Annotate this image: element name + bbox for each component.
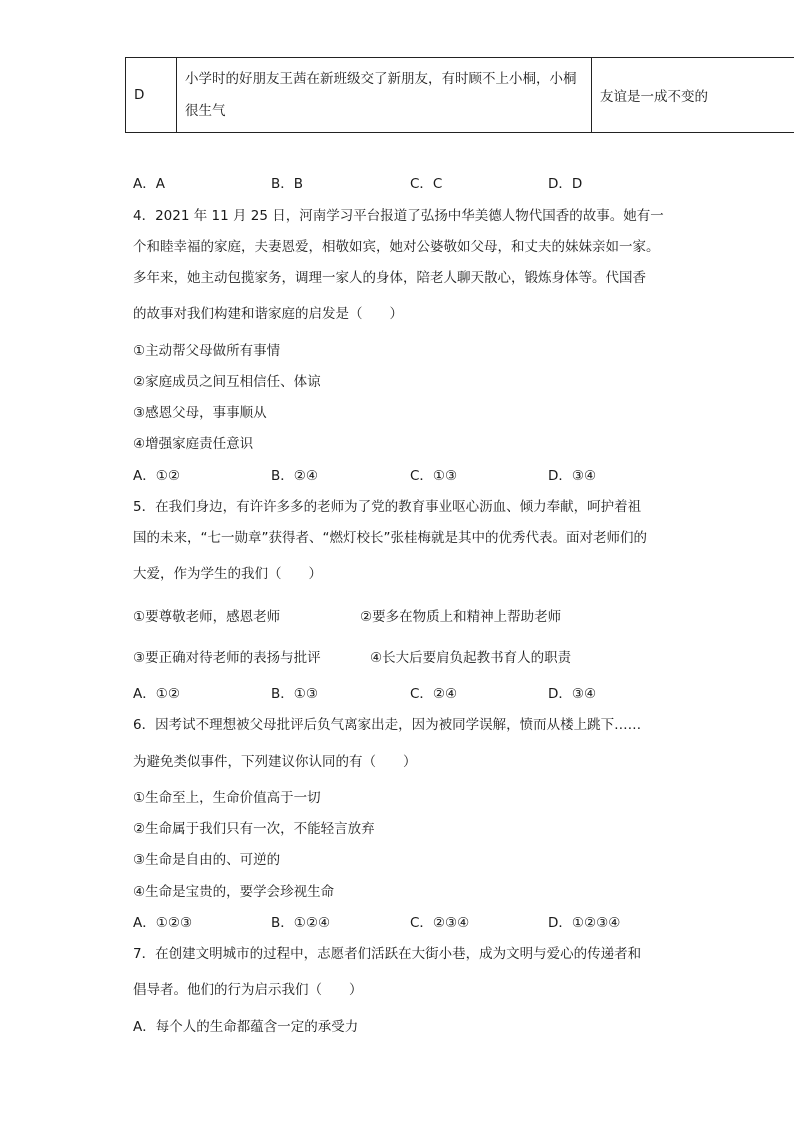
q5-choice-a: A．①② [133, 686, 180, 702]
q4-choice-b: B．②④ [271, 468, 318, 484]
q6-stem-line: 6．因考试不理想被父母批评后负气离家出走，因为被同学误解，愤而从楼上跳下…… [133, 717, 642, 733]
q7-stem-line: 倡导者。他们的行为启示我们（ ） [133, 982, 363, 998]
q4-choice-d: D．③④ [548, 468, 597, 484]
q4-stem-line: 4．2021 年 11 月 25 日，河南学习平台报道了弘扬中华美德人物代国香的故事。她有一 [133, 208, 664, 224]
q5-item: ①要尊敬老师，感恩老师 [133, 609, 281, 625]
q3-choice-a: A．A [133, 176, 165, 192]
q5-choice-b: B．①③ [271, 686, 318, 702]
q4-item: ③感恩父母，事事顺从 [133, 405, 267, 421]
q4-choice-a: A．①② [133, 468, 180, 484]
q4-stem-line: 多年来，她主动包揽家务，调理一家人的身体，陪老人聊天散心，锻炼身体等。代国香 [133, 270, 646, 286]
q4-stem-line: 个和睦幸福的家庭，夫妻恩爱，相敬如宾，她对公婆敬如父母，和丈夫的妹妹亲如一家。 [133, 239, 660, 255]
row-letter: D [126, 58, 177, 133]
q6-item: ③生命是自由的、可逆的 [133, 852, 281, 868]
q6-stem-line: 为避免类似事件，下列建议你认同的有（ ） [133, 754, 417, 770]
q6-item: ②生命属于我们只有一次，不能轻言放弃 [133, 821, 375, 837]
q5-choice-c: C．②④ [410, 686, 458, 702]
q6-choice-d: D．①②③④ [548, 915, 621, 931]
q4-item: ④增强家庭责任意识 [133, 436, 254, 452]
q4-stem-line: 的故事对我们构建和谐家庭的启发是（ ） [133, 306, 403, 322]
q5-item: ②要多在物质上和精神上帮助老师 [360, 609, 562, 625]
q4-item: ②家庭成员之间互相信任、体谅 [133, 374, 321, 390]
q5-stem-line: 大爱，作为学生的我们（ ） [133, 566, 322, 582]
q4-item: ①主动帮父母做所有事情 [133, 343, 281, 359]
q6-choice-c: C．②③④ [410, 915, 470, 931]
q3-choice-d: D．D [548, 176, 583, 192]
q3-choice-b: B．B [271, 176, 304, 192]
q7-choice-a: A．每个人的生命都蕴含一定的承受力 [133, 1019, 359, 1035]
q5-stem-line: 5．在我们身边，有许许多多的老师为了党的教育事业呕心沥血、倾力奉献，呵护着祖 [133, 499, 642, 515]
q3-choice-c: C．C [410, 176, 443, 192]
q5-stem-line: 国的未来，“七一勋章”获得者、“燃灯校长”张桂梅就是其中的优秀代表。面对老师们的 [133, 530, 647, 546]
q6-choice-a: A．①②③ [133, 915, 193, 931]
table-row [126, 58, 794, 133]
q6-item: ④生命是宝贵的，要学会珍视生命 [133, 884, 335, 900]
q6-choice-b: B．①②④ [271, 915, 331, 931]
q7-stem-line: 7．在创建文明城市的过程中，志愿者们活跃在大街小巷，成为文明与爱心的传递者和 [133, 946, 642, 962]
q4-choice-c: C．①③ [410, 468, 458, 484]
q6-item: ①生命至上，生命价值高于一切 [133, 790, 321, 806]
option-table [125, 57, 794, 133]
q5-choice-d: D．③④ [548, 686, 597, 702]
example-cell: 小学时的好朋友王茜在新班级交了新朋友，有时顾不上小桐，小桐很生气 [177, 58, 592, 133]
q5-item: ④长大后要肩负起教书育人的职责 [370, 650, 572, 666]
q5-item: ③要正确对待老师的表扬与批评 [133, 650, 321, 666]
view-cell: 友谊是一成不变的 [592, 58, 794, 133]
